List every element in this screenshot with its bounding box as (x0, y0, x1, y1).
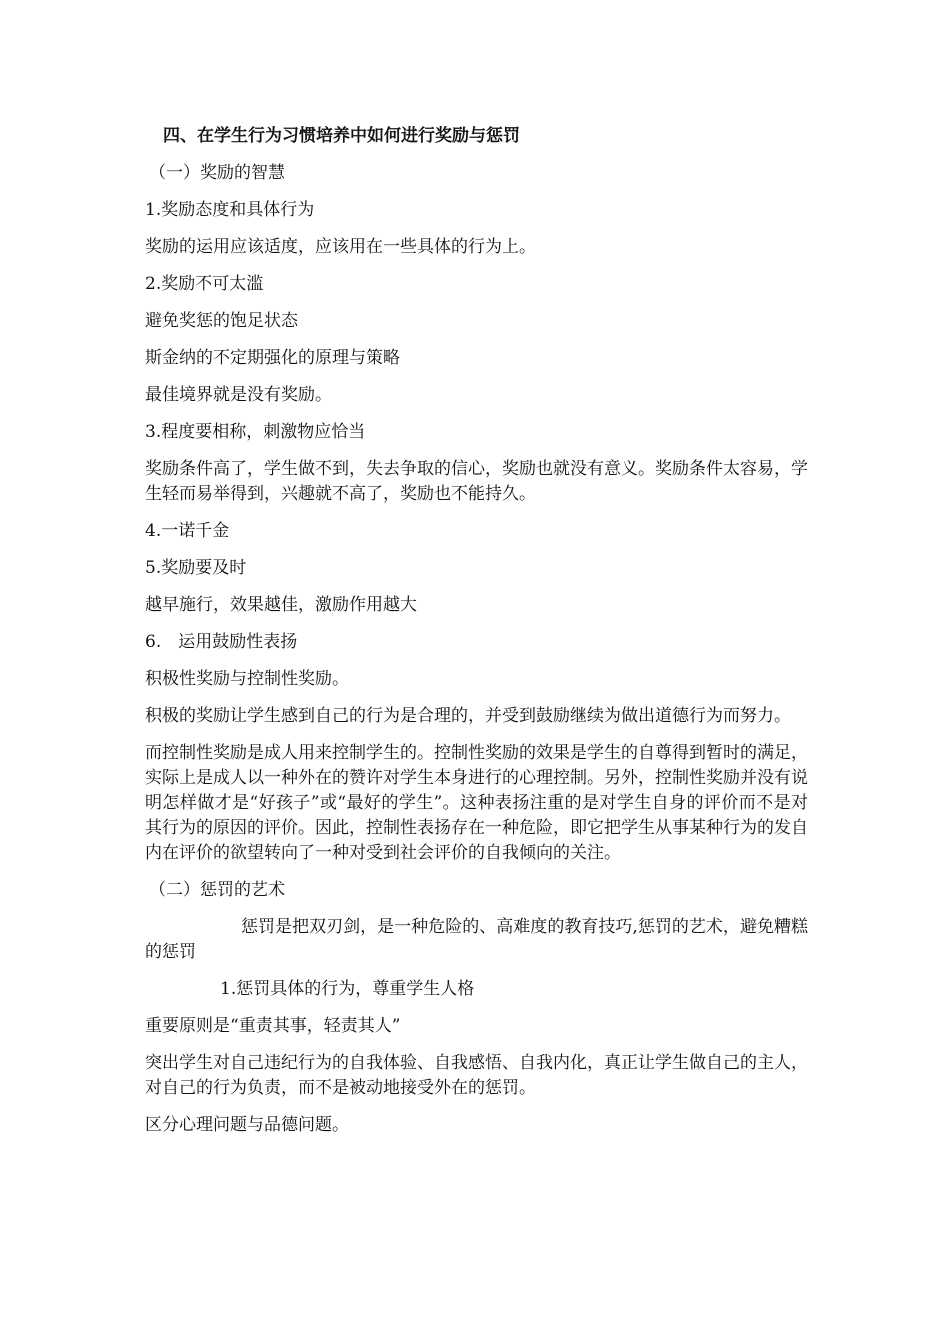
paragraph: 奖励条件高了，学生做不到，失去争取的信心，奖励也就没有意义。奖励条件太容易，学生轻而易举得到，兴趣就不高了，奖励也不能持久。 (145, 459, 808, 504)
document-body (145, 124, 808, 1150)
paragraph: 斯金纳的不定期强化的原理与策略 (145, 348, 400, 368)
paragraph: 突出学生对自己违纪行为的自我体验、自我感悟、自我内化，真正让学生做自己的主人，对自己的行为负责，而不是被动地接受外在的惩罚。 (145, 1053, 808, 1098)
paragraph: 积极性奖励与控制性奖励。 (145, 669, 349, 689)
numbered-heading: 1.惩罚具体的行为，尊重学生人格 (220, 979, 475, 999)
paragraph: 而控制性奖励是成人用来控制学生的。控制性奖励的效果是学生的自尊得到暂时的满足，实际上是成人以一种外在的赞许对学生本身进行的心理控制。另外，控制性奖励并没有说明怎样做才是“好孩子”或“最好的学生”。这种表扬注重的是对学生自身的评价而不是对其行为的原因的评价。因此，控制性表扬存在一种危险，即它把学生从事某种行为的发自内在评价的欲望转向了一种对受到社会评价的自我倾向的关注。 (145, 743, 808, 863)
numbered-heading: 6. 运用鼓励性表扬 (145, 632, 298, 652)
numbered-heading: 5.奖励要及时 (145, 558, 247, 578)
paragraph: 区分心理问题与品德问题。 (145, 1115, 349, 1135)
numbered-heading: 4.一诺千金 (145, 521, 230, 541)
paragraph: 避免奖惩的饱足状态 (145, 311, 298, 331)
paragraph: 最佳境界就是没有奖励。 (145, 385, 332, 405)
numbered-heading: 1.奖励态度和具体行为 (145, 200, 315, 220)
paragraph: 越早施行，效果越佳，激励作用越大 (145, 595, 417, 615)
paragraph: 惩罚是把双刃剑，是一种危险的、高难度的教育技巧,惩罚的艺术，避免糟糕的惩罚 (145, 917, 808, 962)
paragraph: 积极的奖励让学生感到自己的行为是合理的，并受到鼓励继续为做出道德行为而努力。 (145, 706, 791, 726)
paragraph: 奖励的运用应该适度，应该用在一些具体的行为上。 (145, 237, 536, 257)
section-title: 四、在学生行为习惯培养中如何进行奖励与惩罚 (163, 126, 520, 146)
numbered-heading: 2.奖励不可太滥 (145, 274, 264, 294)
numbered-heading: 3.程度要相称，刺激物应恰当 (145, 422, 366, 442)
paragraph: 重要原则是“重责其事，轻责其人” (145, 1016, 401, 1036)
subsection-heading: （二）惩罚的艺术 (149, 880, 285, 900)
subsection-heading: （一）奖励的智慧 (149, 163, 285, 183)
